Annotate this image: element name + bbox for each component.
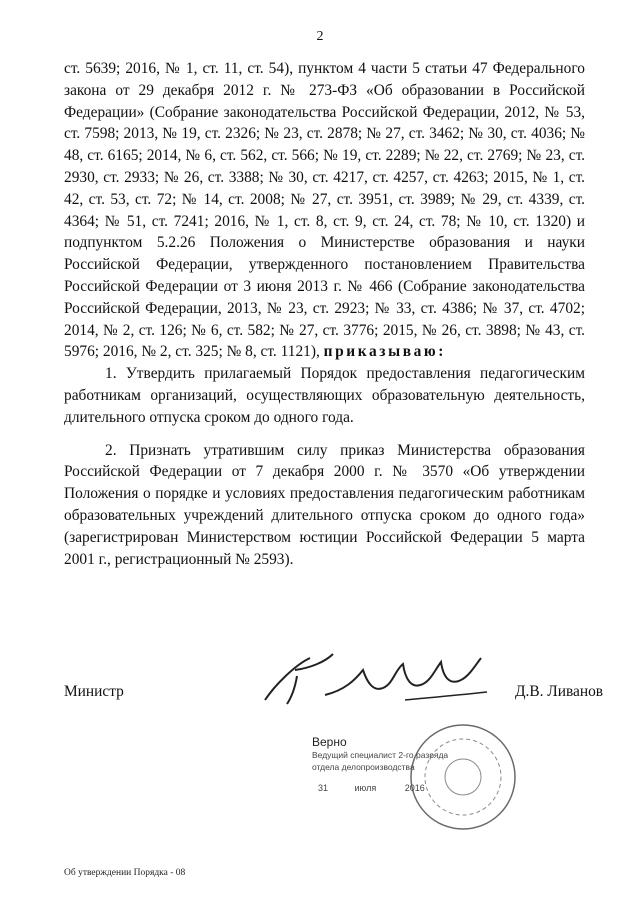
order-word: приказываю: (323, 343, 446, 361)
date-day: 31 (318, 783, 329, 793)
document-body (64, 58, 585, 570)
certification-block (312, 735, 448, 773)
certification-position: Ведущий специалист 2-го разряда (312, 750, 449, 760)
date-year: 2016 (404, 783, 425, 793)
footer-text: Об утверждении Порядка - 08 (64, 868, 186, 878)
certification-date (318, 783, 425, 793)
paragraph-preamble (64, 58, 585, 363)
paragraph-item-1: 1. Утвердить прилагаемый Порядок предоставления педагогическим работникам организаций, осуществляющих образовательную деятельность, длительного отпуска сроком до одного года. (64, 365, 585, 426)
paragraph-item-2: 2. Признать утратившим силу приказ Министерства образования Российской Федерации от 7 декабря 2000 г. № 3570 «Об утверждении Положения о порядке и условиях предоставления педагогическим работникам образовательных учреждений длительного отпуска сроком до одного года» (зарегистрирован Министерством юстиции Российской Федерации 5 марта 2001 г., регистрационный № 2593). (64, 441, 585, 568)
signature-image (255, 640, 495, 710)
certification-department: отдела делопроизводства (312, 762, 415, 772)
preamble-text: ст. 5639; 2016, № 1, ст. 11, ст. 54), пунктом 4 части 5 статьи 47 Федерального закона от 29 декабря 2012 г. № 273-ФЗ «Об образовании в Российской Федерации» (Собрание законодательства Российской Федерации, 2012, № 53, ст. 7598; 2013, № 19, ст. 2326; № 23, ст. 2878; № 27, ст. 3462; № 30, ст. 4036; № 48, ст. 6165; 2014, № 6, ст. 562, ст. 566; № 19, ст. 2289; № 22, ст. 2769; № 23, ст. 2930, ст. 2933; № 26, ст. 3388; № 30, ст. 4217, ст. 4257, ст. 4263; 2015, № 1, ст. 42, ст. 53, ст. 72; № 14, ст. 2008; № 27, ст. 3951, ст. 3989; № 29, ст. 4339, ст. 4364; № 51, ст. 7241; 2016, № 1, ст. 8, ст. 9, ст. 24, ст. 78; № 10, ст. 1320) и подпунктом 5.2.26 Положения о Министерстве образования и науки Российской Федерации, утвержденного постановлением Правительства Российской Федерации от 3 июня 2013 г. № 466 (Собрание законодательства Российской Федерации, 2013, № 23, ст. 2923; № 33, ст. 4386; № 37, ст. 4702; 2014, № 2, ст. 126; № 6, ст. 582; № 27, ст. 3776; 2015, № 26, ст. 3898; № 43, ст. 5976; 2016, № 2, ст. 325; № 8, ст. 1121), (64, 60, 585, 361)
signatory-title: Министр (64, 683, 124, 700)
certification-title: Верно (312, 735, 347, 749)
page-number: 2 (316, 29, 324, 44)
date-month: июля (354, 783, 377, 793)
signatory-name: Д.В. Ливанов (515, 683, 604, 700)
